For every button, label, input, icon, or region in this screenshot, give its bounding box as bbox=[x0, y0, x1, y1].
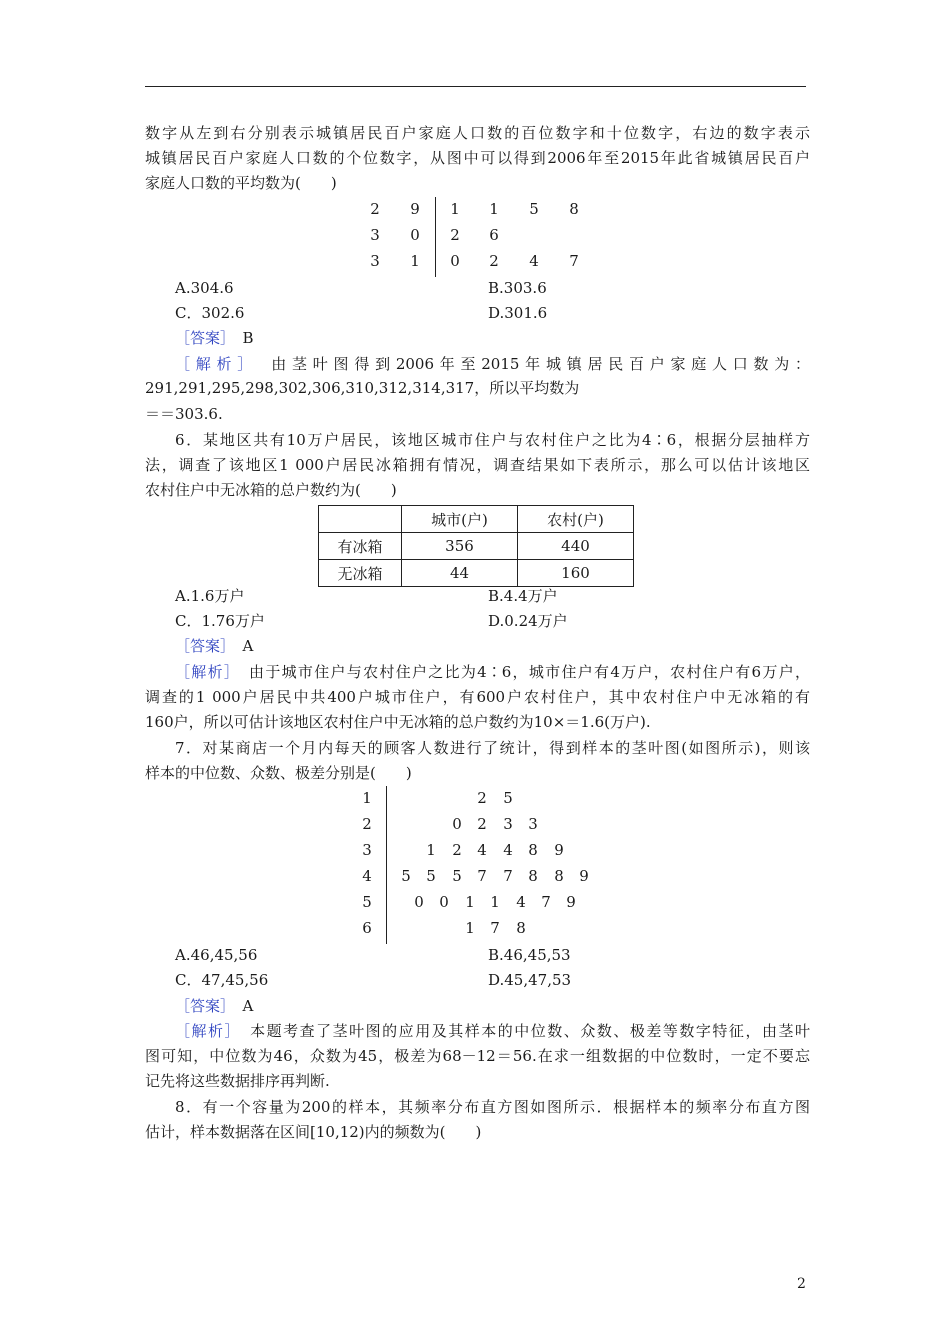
leaf-digit: 8 bbox=[528, 867, 538, 885]
answer-label: ［答案］ bbox=[175, 997, 228, 1015]
stem-leaf-divider bbox=[435, 197, 436, 277]
q6-answer bbox=[175, 636, 840, 656]
option-d: D.45,47,53 bbox=[488, 971, 572, 989]
q7-text-line-2: 样本的中位数、众数、极差分别是( ) bbox=[145, 764, 412, 782]
leaf-digit: 1 bbox=[490, 893, 500, 911]
leaf-digit: 5 bbox=[452, 867, 462, 885]
q5-text-line-2: 城镇居民百户家庭人口数的个位数字，从图中可以得到2006年至2015年此省城镇居民百户 bbox=[145, 149, 810, 167]
stem-digit: 2 bbox=[362, 815, 372, 833]
table-header-cell bbox=[319, 506, 402, 533]
leaf-digit: 5 bbox=[503, 789, 513, 807]
stem-digit: 3 bbox=[370, 226, 380, 244]
analysis-label: ［解析］ bbox=[175, 355, 251, 373]
table-cell: 44 bbox=[402, 560, 518, 587]
leaf-digit: 1 bbox=[489, 200, 499, 218]
q6-text-line-3: 农村住户中无冰箱的总户数约为( ) bbox=[145, 481, 397, 499]
leaf-digit: 2 bbox=[450, 226, 460, 244]
table-cell: 356 bbox=[402, 533, 518, 560]
analysis-label: ［解析］ bbox=[175, 1022, 234, 1040]
leaf-digit: 9 bbox=[566, 893, 576, 911]
option-d: D.0.24万户 bbox=[488, 612, 568, 630]
stem-digit: 0 bbox=[410, 226, 420, 244]
leaf-digit: 8 bbox=[569, 200, 579, 218]
leaf-digit: 1 bbox=[465, 919, 475, 937]
leaf-digit: 7 bbox=[490, 919, 500, 937]
leaf-digit: 0 bbox=[439, 893, 449, 911]
leaf-digit: 8 bbox=[554, 867, 564, 885]
option-a: A.46,45,56 bbox=[175, 946, 258, 964]
analysis-text: 本题考查了茎叶图的应用及其样本的中位数、众数、极差等数字特征，由茎叶 bbox=[250, 1022, 810, 1040]
stem-digit: 4 bbox=[362, 867, 372, 885]
leaf-digit: 4 bbox=[516, 893, 526, 911]
answer-label: ［答案］ bbox=[175, 329, 228, 347]
table-header-row bbox=[319, 506, 634, 533]
leaf-digit: 7 bbox=[541, 893, 551, 911]
q6-text-line-2: 法，调查了该地区1 000户居民冰箱拥有情况，调查结果如下表所示，那么可以估计该地区 bbox=[145, 456, 810, 474]
table-row bbox=[319, 533, 634, 560]
q7-answer bbox=[175, 996, 840, 1016]
page-number: 2 bbox=[797, 1276, 806, 1292]
q7-analysis-line-3: 记先将这些数据排序再判断. bbox=[145, 1072, 330, 1090]
q5-text-line-3: 家庭人口数的平均数为( ) bbox=[145, 174, 337, 192]
q6-text-line-1: 6．某地区共有10万户居民，该地区城市住户与农村住户之比为4∶6，根据分层抽样方 bbox=[175, 431, 810, 449]
leaf-digit: 4 bbox=[503, 841, 513, 859]
q6-analysis-line-2: 调查的1 000户居民中共400户城市住户，有600户农村住户，其中农村住户中无冰箱的有 bbox=[145, 688, 810, 706]
q8-text-line-1: 8．有一个容量为200的样本，其频率分布直方图如图所示．根据样本的频率分布直方图 bbox=[175, 1098, 810, 1116]
option-c: C．47,45,56 bbox=[175, 971, 269, 989]
leaf-digit: 5 bbox=[401, 867, 411, 885]
table-cell: 160 bbox=[518, 560, 634, 587]
analysis-text: 由茎叶图得到2006年至2015年城镇居民百户家庭人口数为： bbox=[271, 355, 810, 373]
table-row bbox=[319, 560, 634, 587]
q8-text-line-2: 估计，样本数据落在区间[10,12)内的频数为( ) bbox=[145, 1123, 482, 1141]
fridge-table bbox=[318, 505, 634, 587]
option-b: B.303.6 bbox=[488, 279, 547, 297]
q7-analysis-line-1 bbox=[175, 1021, 810, 1041]
leaf-digit: 4 bbox=[529, 252, 539, 270]
answer-value: A bbox=[242, 997, 254, 1015]
table-cell: 440 bbox=[518, 533, 634, 560]
header-rule bbox=[145, 86, 806, 87]
option-b: B.46,45,53 bbox=[488, 946, 571, 964]
table-cell: 无冰箱 bbox=[319, 560, 402, 587]
option-c: C．1.76万户 bbox=[175, 612, 265, 630]
leaf-digit: 6 bbox=[489, 226, 499, 244]
leaf-digit: 2 bbox=[452, 841, 462, 859]
option-a: A.304.6 bbox=[175, 279, 234, 297]
answer-value: A bbox=[242, 637, 254, 655]
table-header-cell: 农村(户) bbox=[518, 506, 634, 533]
option-b: B.4.4万户 bbox=[488, 587, 558, 605]
leaf-digit: 1 bbox=[465, 893, 475, 911]
leaf-digit: 3 bbox=[503, 815, 513, 833]
stem-leaf-divider bbox=[386, 786, 387, 944]
stem-digit: 6 bbox=[362, 919, 372, 937]
leaf-digit: 0 bbox=[450, 252, 460, 270]
option-a: A.1.6万户 bbox=[175, 587, 245, 605]
leaf-digit: 9 bbox=[579, 867, 589, 885]
leaf-digit: 0 bbox=[452, 815, 462, 833]
leaf-digit: 1 bbox=[450, 200, 460, 218]
q5-analysis-line-3: ＝＝303.6. bbox=[145, 405, 223, 423]
stem-digit: 1 bbox=[410, 252, 420, 270]
leaf-digit: 3 bbox=[528, 815, 538, 833]
leaf-digit: 4 bbox=[477, 841, 487, 859]
answer-value: B bbox=[242, 329, 254, 347]
analysis-text: 由于城市住户与农村住户之比为4∶6，城市住户有4万户，农村住户有6万户， bbox=[249, 663, 810, 681]
q5-answer bbox=[175, 328, 840, 348]
table-cell: 有冰箱 bbox=[319, 533, 402, 560]
stem-digit: 1 bbox=[362, 789, 372, 807]
leaf-digit: 0 bbox=[414, 893, 424, 911]
stem-digit: 9 bbox=[410, 200, 420, 218]
stem-digit: 2 bbox=[370, 200, 380, 218]
answer-label: ［答案］ bbox=[175, 637, 228, 655]
leaf-digit: 2 bbox=[477, 789, 487, 807]
table-header-cell: 城市(户) bbox=[402, 506, 518, 533]
stem-digit: 3 bbox=[370, 252, 380, 270]
q5-text-line-1: 数字从左到右分别表示城镇居民百户家庭人口数的百位数字和十位数字，右边的数字表示 bbox=[145, 124, 810, 142]
leaf-digit: 7 bbox=[477, 867, 487, 885]
q6-analysis-line-1 bbox=[175, 662, 810, 682]
analysis-label: ［解析］ bbox=[175, 663, 233, 681]
leaf-digit: 5 bbox=[529, 200, 539, 218]
leaf-digit: 8 bbox=[528, 841, 538, 859]
leaf-digit: 7 bbox=[569, 252, 579, 270]
q7-text-line-1: 7．对某商店一个月内每天的顾客人数进行了统计，得到样本的茎叶图(如图所示)，则该 bbox=[175, 739, 810, 757]
leaf-digit: 5 bbox=[426, 867, 436, 885]
option-c: C．302.6 bbox=[175, 304, 245, 322]
stem-digit: 3 bbox=[362, 841, 372, 859]
leaf-digit: 9 bbox=[554, 841, 564, 859]
leaf-digit: 8 bbox=[516, 919, 526, 937]
option-d: D.301.6 bbox=[488, 304, 548, 322]
leaf-digit: 1 bbox=[426, 841, 436, 859]
q7-analysis-line-2: 图可知，中位数为46，众数为45，极差为68－12＝56.在求一组数据的中位数时，一定不要忘 bbox=[145, 1047, 810, 1065]
leaf-digit: 7 bbox=[503, 867, 513, 885]
q5-analysis-line-2: 291,291,295,298,302,306,310,312,314,317，所以平均数为 bbox=[145, 379, 580, 397]
q5-analysis-line-1 bbox=[175, 354, 810, 374]
leaf-digit: 2 bbox=[489, 252, 499, 270]
stem-digit: 5 bbox=[362, 893, 372, 911]
q6-analysis-line-3: 160户，所以可估计该地区农村住户中无冰箱的总户数约为10×＝1.6(万户). bbox=[145, 713, 651, 731]
leaf-digit: 2 bbox=[477, 815, 487, 833]
